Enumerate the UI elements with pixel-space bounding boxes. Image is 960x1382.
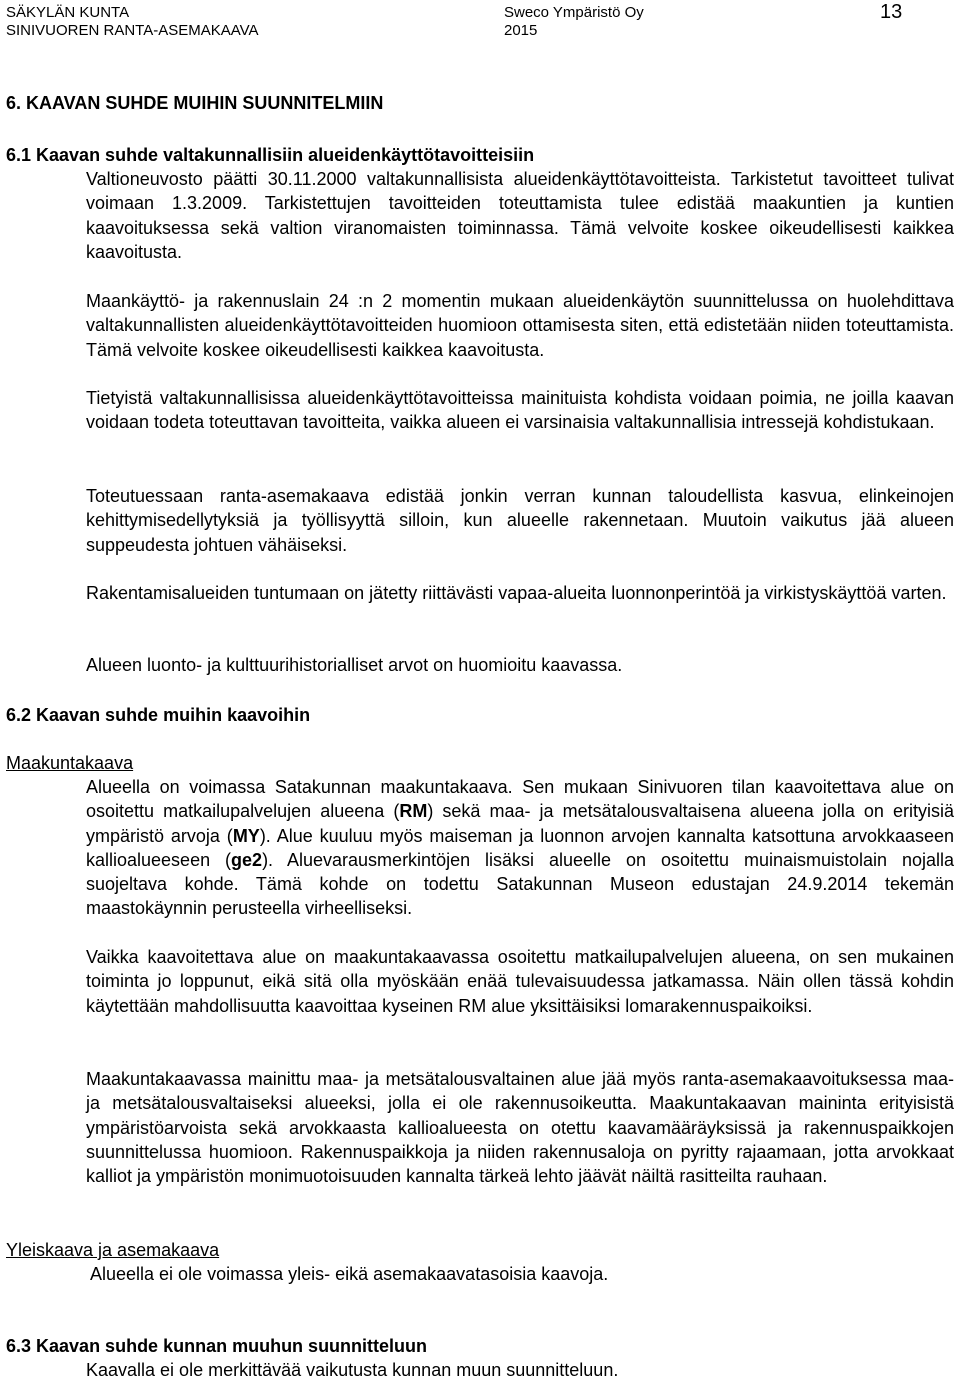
section-6-2-title: 6.2 Kaavan suhde muihin kaavoihin	[6, 705, 311, 725]
section-6-1-title: 6.1 Kaavan suhde valtakunnallisiin alueidenkäyttötavoitteisiin	[6, 145, 535, 165]
page-number: 13	[880, 1, 903, 23]
header-organization: SÄKYLÄN KUNTA	[6, 4, 130, 21]
paragraph-forestry-area: Maakuntakaavassa mainittu maa- ja metsätalousvaltainen alue jää myös ranta-asemakaavoituksessa maa- ja metsätalousvaltaiseksi alueeksi, jolla ei ole rakennusoikeutta. Maakuntakaavan maininta erityisistä ympäristöarvoista sekä arvokkaasta kallioalueesta on otettu kaavamääräyksissä ja rakennuspaikkojen suunnittelussa huomioon. Rakennuspaikkoja ja niiden rakennusaloja on pyritty rajaamaan, jotta arvokkaat kalliot ja ympäristön monimuotoisuuden kannalta tärkeä lehto jäävät näiltä rasitteilta rauhaan.	[86, 1069, 954, 1187]
paragraph-land-use-act: Maankäyttö- ja rakennuslain 24 :n 2 momentin mukaan alueidenkäytön suunnittelussa on huolehdittava valtakunnallisten alueidenkäyttötavoitteiden huomioon ottamisesta siten, että edistetään niiden toteuttamista. Tämä velvoite koskee oikeudellisesti kaikkea kaavoitusta.	[86, 291, 954, 360]
paragraph-tourism-area: Vaikka kaavoitettava alue on maakuntakaavassa osoitettu matkailupalvelujen alueena, on sen mukainen toiminta jo loppunut, eikä sitä olla myöskään enää tulevaisuudessa jatkamassa. Näin ollen tässä kohdin käytettään mahdollisuutta kaavoittaa kyseinen RM alue yksittäisiksi lomarakennuspaikoiksi.	[86, 947, 954, 1016]
subheading-maakuntakaava: Maakuntakaava	[6, 753, 134, 773]
header-year: 2015	[504, 22, 538, 39]
section-6-title: 6. KAAVAN SUHDE MUIHIN SUUNNITELMIIN	[6, 93, 384, 113]
header-plan-name: SINIVUOREN RANTA-ASEMAKAAVA	[6, 22, 259, 39]
subheading-yleiskaava-asemakaava: Yleiskaava ja asemakaava	[6, 1240, 220, 1260]
designation-rm: RM	[399, 801, 428, 822]
paragraph-regional-plan: Alueella on voimassa Satakunnan maakuntakaava. Sen mukaan Sinivuoren tilan kaavoitettava alue on osoitettu matkailupalvelujen alueena (RM) sekä maa- ja metsätalousvaltaisena alueena jolla on erityisiä ympäristö arvoja (MY). Alue kuuluu myös maiseman ja luonnon arvojen kannalta katsottuna arvokkaaseen kallioalueeseen (ge2). Aluevarausmerkintöjen lisäksi alueelle on osoitettu muinaismuistolain nojalla suojeltava kohde. Tämä kohde on todettu Satakunnan Museon edustajan 24.9.2014 tekemän maastokäynnin perusteella virheelliseksi.	[86, 777, 955, 919]
section-6-3-title: 6.3 Kaavan suhde kunnan muuhun suunnitteluun	[6, 1336, 428, 1356]
paragraph-nature-values: Alueen luonto- ja kulttuurihistorialliset arvot on huomioitu kaavassa.	[86, 655, 623, 675]
designation-ge2: ge2	[231, 849, 263, 870]
paragraph-recreation-areas: Rakentamisalueiden tuntumaan on jätetty riittävästi vapaa-alueita luonnonperintöä ja virkistyskäyttöä varten.	[86, 583, 947, 603]
paragraph-no-general-plans: Alueella ei ole voimassa yleis- eikä asemakaavatasoisia kaavoja.	[90, 1264, 609, 1284]
designation-my: MY	[232, 825, 260, 846]
paragraph-economic-effects: Toteutuessaan ranta-asemakaava edistää jonkin verran kunnan taloudellista kasvua, elinkeinojen kehittymisedellytyksiä ja työllisyyttä silloin, kun alueelle rakennetaan. Muutoin vaikutus jää alueen suppeudesta johtuen vähäiseksi.	[86, 486, 954, 555]
paragraph-national-goals: Valtioneuvosto päätti 30.11.2000 valtakunnallisista alueidenkäyttötavoitteista. Tarkistetut tavoitteet tulivat voimaan 1.3.2009. Tarkistettujen tavoitteiden toteuttamista tulee edistää maakuntien ja kuntien kaavoituksessa sekä valtion viranomaisten toiminnassa. Tämä velvoite koskee oikeudellisesti kaikkea kaavoitusta.	[86, 169, 954, 262]
header-company: Sweco Ympäristö Oy	[504, 4, 644, 21]
paragraph-municipal-planning: Kaavalla ei ole merkittävää vaikutusta kunnan muun suunnitteluun.	[86, 1360, 619, 1380]
paragraph-specific-goals: Tietyistä valtakunnallisissa alueidenkäyttötavoitteissa mainituista kohdista voidaan poimia, ne joilla kaavan voidaan todeta toteuttavan tavoitteita, vaikka alueen ei varsinaisia valtakunnallisia intressejä kohdistukaan.	[86, 388, 954, 433]
